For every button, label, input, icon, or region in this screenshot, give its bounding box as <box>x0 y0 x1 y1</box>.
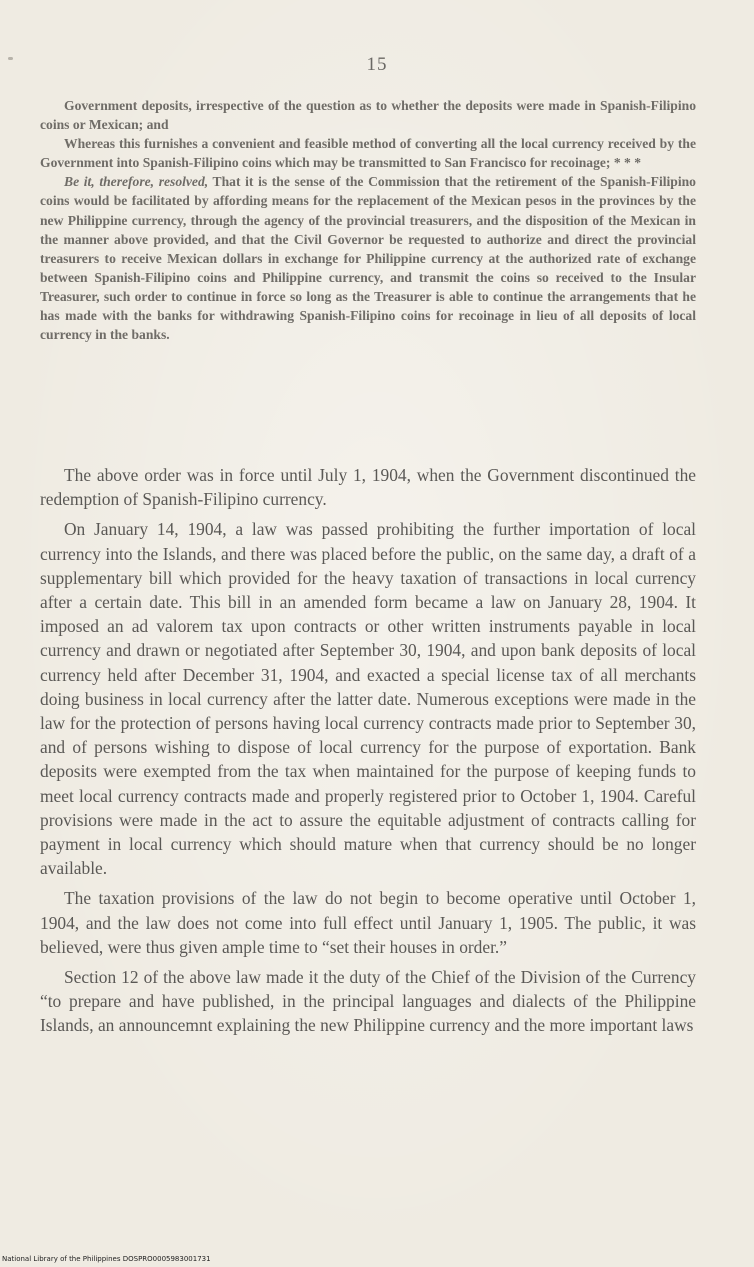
body-paragraph-1: The above order was in force until July 1, 1904, when the Government discontinued the redemption of Spanish-Filipino currency. <box>40 465 696 510</box>
resolution-text: That it is the sense of the Commission that the retirement of the Spanish-Filipino coins would be facilitated by affording means for the replacement of the Mexican pesos in the provinces by the new Philippine currency, through the agency of the provincial treasurers, and the disposition of the Mexican in the manner above provided, and that the Civil Governor be requested to authorize and direct the provincial treasurers to receive Mexican dollars in exchange for Philippine currency at the authorized rate of exchange between Spanish-Filipino coins and Philippine currency, and transmit the coins so received to the Insular Treasurer, such order to continue in force so long as the Treasurer is able to continue the arrangements that he has made with the banks for withdrawing Spanish-Filipino coins for recoinage in lieu of all deposits of local currency in the banks. <box>40 174 696 343</box>
body-paragraph-2: On January 14, 1904, a law was passed prohibiting the further importation of local currency into the Islands, and there was placed before the public, on the same day, a draft of a supplementary bill which provided for the heavy taxation of transactions in local currency after a certain date. This bill in an amended form became a law on January 28, 1904. It imposed an ad valorem tax upon contracts or other written instruments payable in local currency and drawn or negotiated after September 30, 1904, and upon bank deposits of local currency held after December 31, 1904, and exacted a special license tax of all merchants doing business in local currency after the latter date. Numerous exceptions were made in the law for the protection of persons having local currency contracts made prior to September 30, and of persons wishing to dispose of local currency for the purpose of exportation. Bank deposits were exempted from the tax when maintained for the purpose of keeping funds to meet local currency contracts made and properly registered prior to October 1, 1904. Careful provisions were made in the act to assure the equitable adjustment of contracts calling for payment in local currency which should mature when that currency should be no longer available. <box>40 519 696 879</box>
quote-paragraph-3 <box>40 172 696 344</box>
page-number: 15 <box>366 54 388 75</box>
resolved-lead: Be it, therefore, resolved, <box>64 174 209 190</box>
body-text <box>40 463 696 1044</box>
body-paragraph-3: The taxation provisions of the law do not begin to become operative until October 1, 1904, and the law does not come into full effect until January 1, 1905. The public, it was believed, were thus given ample time to “set their houses in order.” <box>40 888 696 957</box>
scan-footer-mark: National Library of the Philippines DOSPRO0005983001731 <box>2 1255 211 1263</box>
quoted-resolution <box>40 96 696 344</box>
quote-paragraph-2: Whereas this furnishes a convenient and feasible method of converting all the local currency received by the Government into Spanish-Filipino coins which may be transmitted to San Francisco for recoinage; * * * <box>40 136 696 171</box>
body-paragraph-4: Section 12 of the above law made it the duty of the Chief of the Division of the Currency “to prepare and have published, in the principal languages and dialects of the Philippine Islands, an announcemnt explaining the new Philippine currency and the more important laws <box>40 967 696 1036</box>
quote-paragraph-1: Government deposits, irrespective of the question as to whether the deposits were made in Spanish-Filipino coins or Mexican; and <box>40 98 696 133</box>
